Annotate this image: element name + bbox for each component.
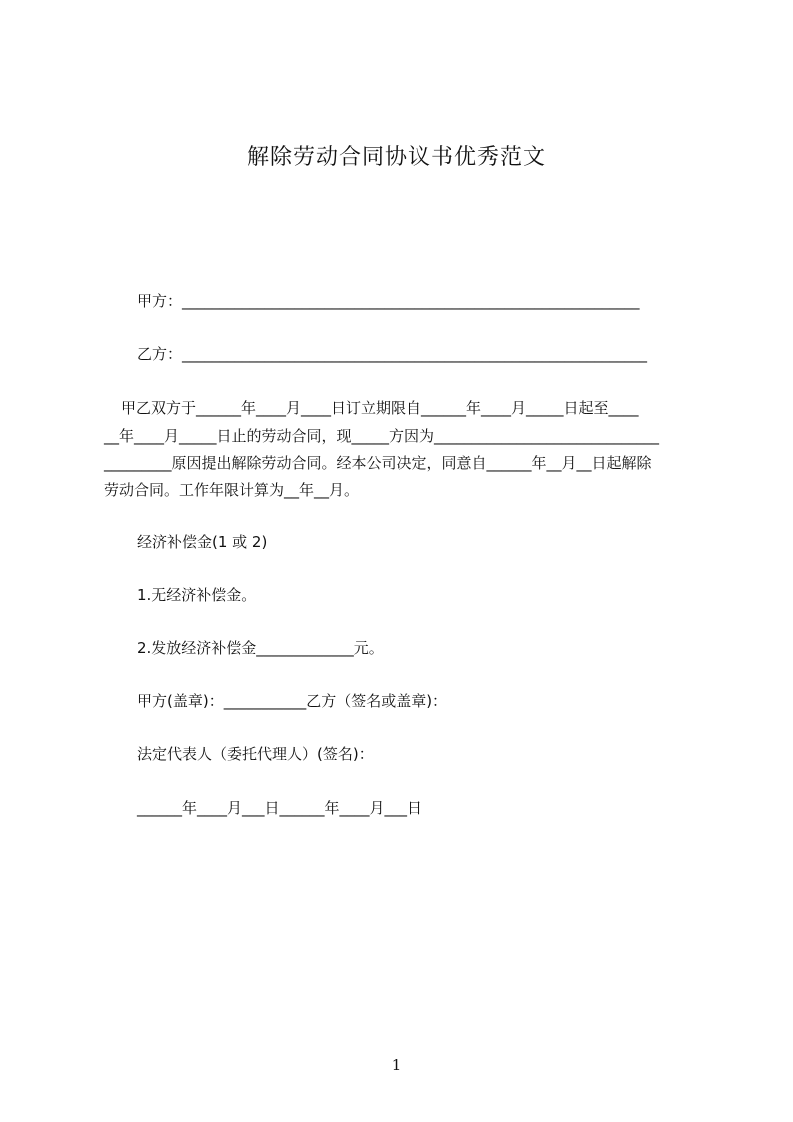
paragraph-line: _________原因提出解除劳动合同。经本公司决定，同意自______年__月__日起解除 <box>104 454 652 472</box>
party-a-line: 甲方：_____________________________________________________________ <box>137 292 640 310</box>
option-1: 1.无经济补偿金。 <box>137 586 257 604</box>
date-line: ______年____月___日______年____月___日 <box>137 799 423 817</box>
page-number: 1 <box>391 1056 402 1074</box>
option-2: 2.发放经济补偿金_____________元。 <box>137 639 384 657</box>
document-title: 解除劳动合同协议书优秀范文 <box>246 145 546 170</box>
paragraph-line: __年____月_____日止的劳动合同，现_____方因为______________________________ <box>104 427 660 445</box>
compensation-heading: 经济补偿金(1 或 2) <box>137 533 268 551</box>
party-b-line: 乙方：______________________________________________________________ <box>137 345 648 363</box>
paragraph-line: 劳动合同。工作年限计算为__年__月。 <box>104 481 360 499</box>
legal-representative-line: 法定代表人（委托代理人）(签名)： <box>137 745 374 763</box>
paragraph-line: 甲乙双方于______年____月____日订立期限自______年____月_____日起至____ <box>106 399 639 417</box>
seal-line: 甲方(盖章)：___________乙方（签名或盖章)： <box>137 692 448 710</box>
